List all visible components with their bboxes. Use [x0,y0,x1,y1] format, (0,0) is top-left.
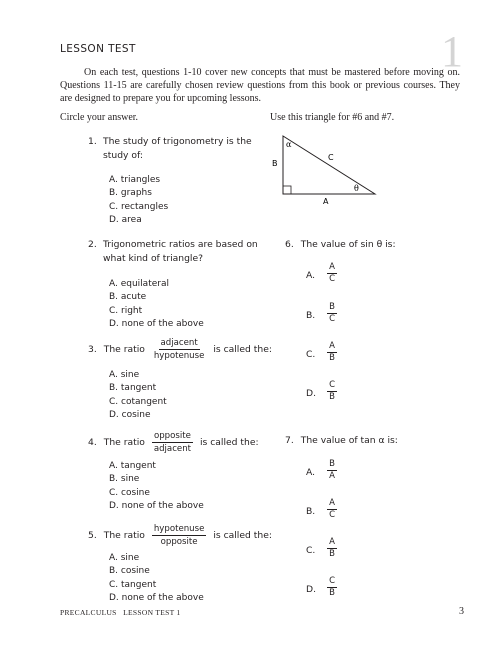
question-prefix: The ratio [103,530,145,541]
fraction-numerator: hypotenuse [153,524,205,534]
answer-fraction [327,538,337,559]
right-angle-marker [283,186,291,194]
question-3-options [109,369,167,422]
question-number: 3. [88,344,97,355]
page-header: LESSON TEST [60,43,136,55]
option-b[interactable]: B. sine [109,474,140,485]
q6-answer-b[interactable] [306,303,337,324]
answer-letter: C. [306,349,316,360]
option-d[interactable]: D. none of the above [109,318,204,329]
fraction-numerator: adjacent [160,338,198,348]
question-number: 6. [285,239,294,250]
answer-letter: A. [306,467,316,478]
option-a[interactable]: A. sine [109,553,140,563]
option-c[interactable]: C. rectangles [109,201,169,212]
option-a[interactable]: A. triangles [109,175,161,185]
answer-letter: B. [306,310,316,321]
lesson-number: 1 [441,27,463,76]
q6-answer-d[interactable] [306,381,337,402]
fraction-denominator: B [329,392,335,402]
q6-answer-c[interactable] [306,342,337,363]
question-6 [285,238,396,252]
answer-fraction [327,577,337,598]
fraction-denominator: B [329,549,335,559]
question-text: The value of sin θ is: [300,239,396,250]
answer-letter: D. [306,388,316,399]
question-number: 5. [88,530,97,541]
fraction-numerator: A [329,341,335,351]
question-5-options [109,552,204,605]
question-2-options [109,278,204,331]
ratio-fraction [152,524,207,547]
q7-answer-d[interactable] [306,577,337,598]
fraction-numerator: C [329,380,336,390]
fraction-numerator: A [329,498,335,508]
question-number: 4. [88,437,97,448]
question-1 [88,135,252,149]
question-suffix: is called the: [199,437,259,448]
question-1-options [109,174,168,227]
q7-answer-c[interactable] [306,538,337,559]
fraction-numerator: C [329,576,336,586]
option-b[interactable]: B. tangent [109,383,157,394]
answer-fraction [327,303,337,324]
answer-letter: C. [306,545,316,556]
question-number: 7. [285,435,294,446]
fraction-denominator: B [329,353,335,363]
option-a[interactable]: A. equilateral [109,279,169,289]
q7-answer-a[interactable] [306,460,337,481]
fraction-denominator: C [329,510,336,520]
answer-fraction [327,460,337,481]
fraction-numerator: B [329,459,335,469]
fraction-numerator: opposite [153,431,191,441]
q6-answer-a[interactable] [306,263,337,284]
option-b[interactable]: B. graphs [109,188,152,199]
option-d[interactable]: D. area [109,214,142,225]
right-triangle-figure [265,130,385,210]
fraction-denominator: hypotenuse [153,351,205,361]
page-number: 3 [459,606,464,617]
q7-answer-b[interactable] [306,499,337,520]
question-number: 1. [88,136,97,147]
question-3 [88,338,272,361]
side-c-label: C [328,153,334,162]
ratio-fraction [152,338,207,361]
instructions: Circle your answer. [60,112,139,123]
question-2 [88,238,258,252]
option-d[interactable]: D. cosine [109,409,151,420]
question-text: The study of trigonometry is the [103,136,252,147]
side-a-label: A [323,197,329,206]
fraction-denominator: adjacent [153,444,192,454]
question-4 [88,431,259,454]
option-c[interactable]: C. right [109,305,143,316]
triangle-shape [283,136,375,194]
intro-paragraph: On each test, questions 1-10 cover new concepts that must be mastered before moving on. Questions 11-15 are carefully chosen review questions from this book or previous courses. They are designed to prepare you for upcoming lessons. [60,67,460,104]
answer-fraction [327,381,337,402]
option-b[interactable]: B. acute [109,292,147,303]
fraction-denominator: A [329,471,335,481]
fraction-denominator: C [329,274,336,284]
answer-fraction [327,342,337,363]
answer-letter: B. [306,506,316,517]
fraction-denominator: opposite [160,537,198,547]
question-number: 2. [88,239,97,250]
question-prefix: The ratio [103,437,145,448]
question-1-text-line2: study of: [103,150,144,161]
question-4-options [109,460,204,513]
side-b-label: B [272,159,278,168]
fraction-numerator: A [329,537,335,547]
option-d[interactable]: D. none of the above [109,592,204,603]
fraction-numerator: B [329,302,335,312]
option-c[interactable]: C. tangent [109,579,157,590]
triangle-note: Use this triangle for #6 and #7. [270,112,395,123]
question-7 [285,434,398,448]
ratio-fraction [152,431,193,454]
answer-fraction [327,499,337,520]
question-text: Trigonometric ratios are based on [103,239,258,250]
fraction-numerator: A [329,262,335,272]
option-c[interactable]: C. cosine [109,487,150,498]
question-2-text-line2: what kind of triangle? [103,253,204,264]
option-b[interactable]: B. cosine [109,566,150,577]
answer-fraction [327,263,337,284]
fraction-denominator: C [329,314,336,324]
option-c[interactable]: C. cotangent [109,396,167,407]
page-footer: PRECALCULUS LESSON TEST 1 [60,608,181,617]
answer-letter: D. [306,584,316,595]
theta-label: θ [354,184,359,193]
option-d[interactable]: D. none of the above [109,500,204,511]
question-text: The value of tan α is: [300,435,398,446]
question-5 [88,524,272,547]
question-prefix: The ratio [103,344,145,355]
question-suffix: is called the: [213,530,272,541]
alpha-label: α [286,140,292,149]
option-a[interactable]: A. tangent [109,461,156,471]
question-suffix: is called the: [213,344,272,355]
answer-letter: A. [306,270,316,281]
fraction-denominator: B [329,588,335,598]
option-a[interactable]: A. sine [109,370,140,380]
